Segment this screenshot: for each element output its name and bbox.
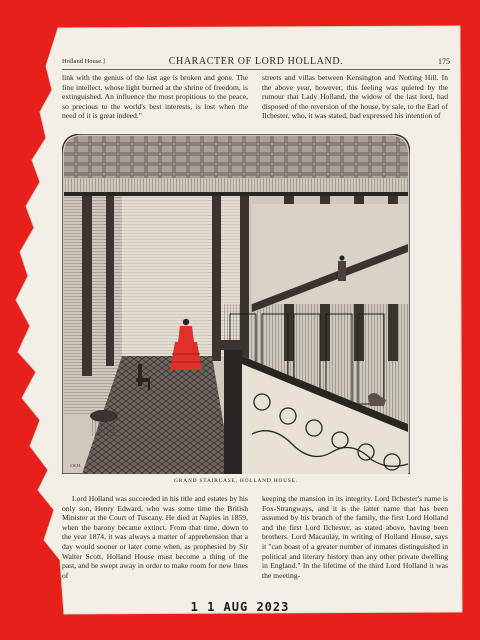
engraver-signature: J.W.H. [70, 463, 81, 468]
header-title: CHARACTER OF LORD HOLLAND. [168, 56, 344, 67]
page-number: 175 [438, 57, 450, 66]
staircase-engraving [62, 134, 410, 474]
running-head [62, 56, 450, 70]
header-left: Holland House.] [62, 58, 105, 65]
bottom-right-column: keeping the mansion in its integrity. Lord Ilchester's name is Fox-Strangways, and it is the latter name that has been assumed by his branch of the family, the first Lord Holland and the first Lord Ilchester, as stated above, having been brothers. Lord Macaulay, in writing of Holland House, says it "can boast of a greater number of inmates distinguished in political and literary history than any other private dwelling in England." In the lifetime of the third Lord Holland it was the meeting- [262, 494, 448, 580]
header-rule [62, 69, 450, 70]
bottom-left-column: Lord Holland was succeeded in his title and estates by his only son, Henry Edward, who was some time the British Minister at the Court of Tuscany. He died at Naples in 1859, when the barony became extinct. From that time, down to the year 1874, it was always a matter of apprehension that a day would sooner or later come when, as prophesied by Sir Walter Scott, Holland House must become a thing of the past, and be swept away in order to make room for new lines of [62, 494, 248, 580]
top-left-column: link with the genius of the last age is broken and gone. The fine intellect, whose light burned at the shrine of freedom, is extinguished. An influence the most propitious to the peace, so precious to the world's best interests, is lost when the need of it is great indeed." [62, 73, 248, 121]
top-right-column: streets and villas between Kensington and Notting Hill. In the above year, however, this feeling was quieted by the rumour that Lady Holland, the widow of the last lord, had disposed of the reversion of the house, by sale, to the Earl of Ilchester, who, it was stated, had expressed his intention of [262, 73, 448, 121]
date-stamp: 1 1 AUG 2023 [190, 600, 290, 614]
illustration-caption: GRAND STAIRCASE, HOLLAND HOUSE. [174, 478, 298, 484]
